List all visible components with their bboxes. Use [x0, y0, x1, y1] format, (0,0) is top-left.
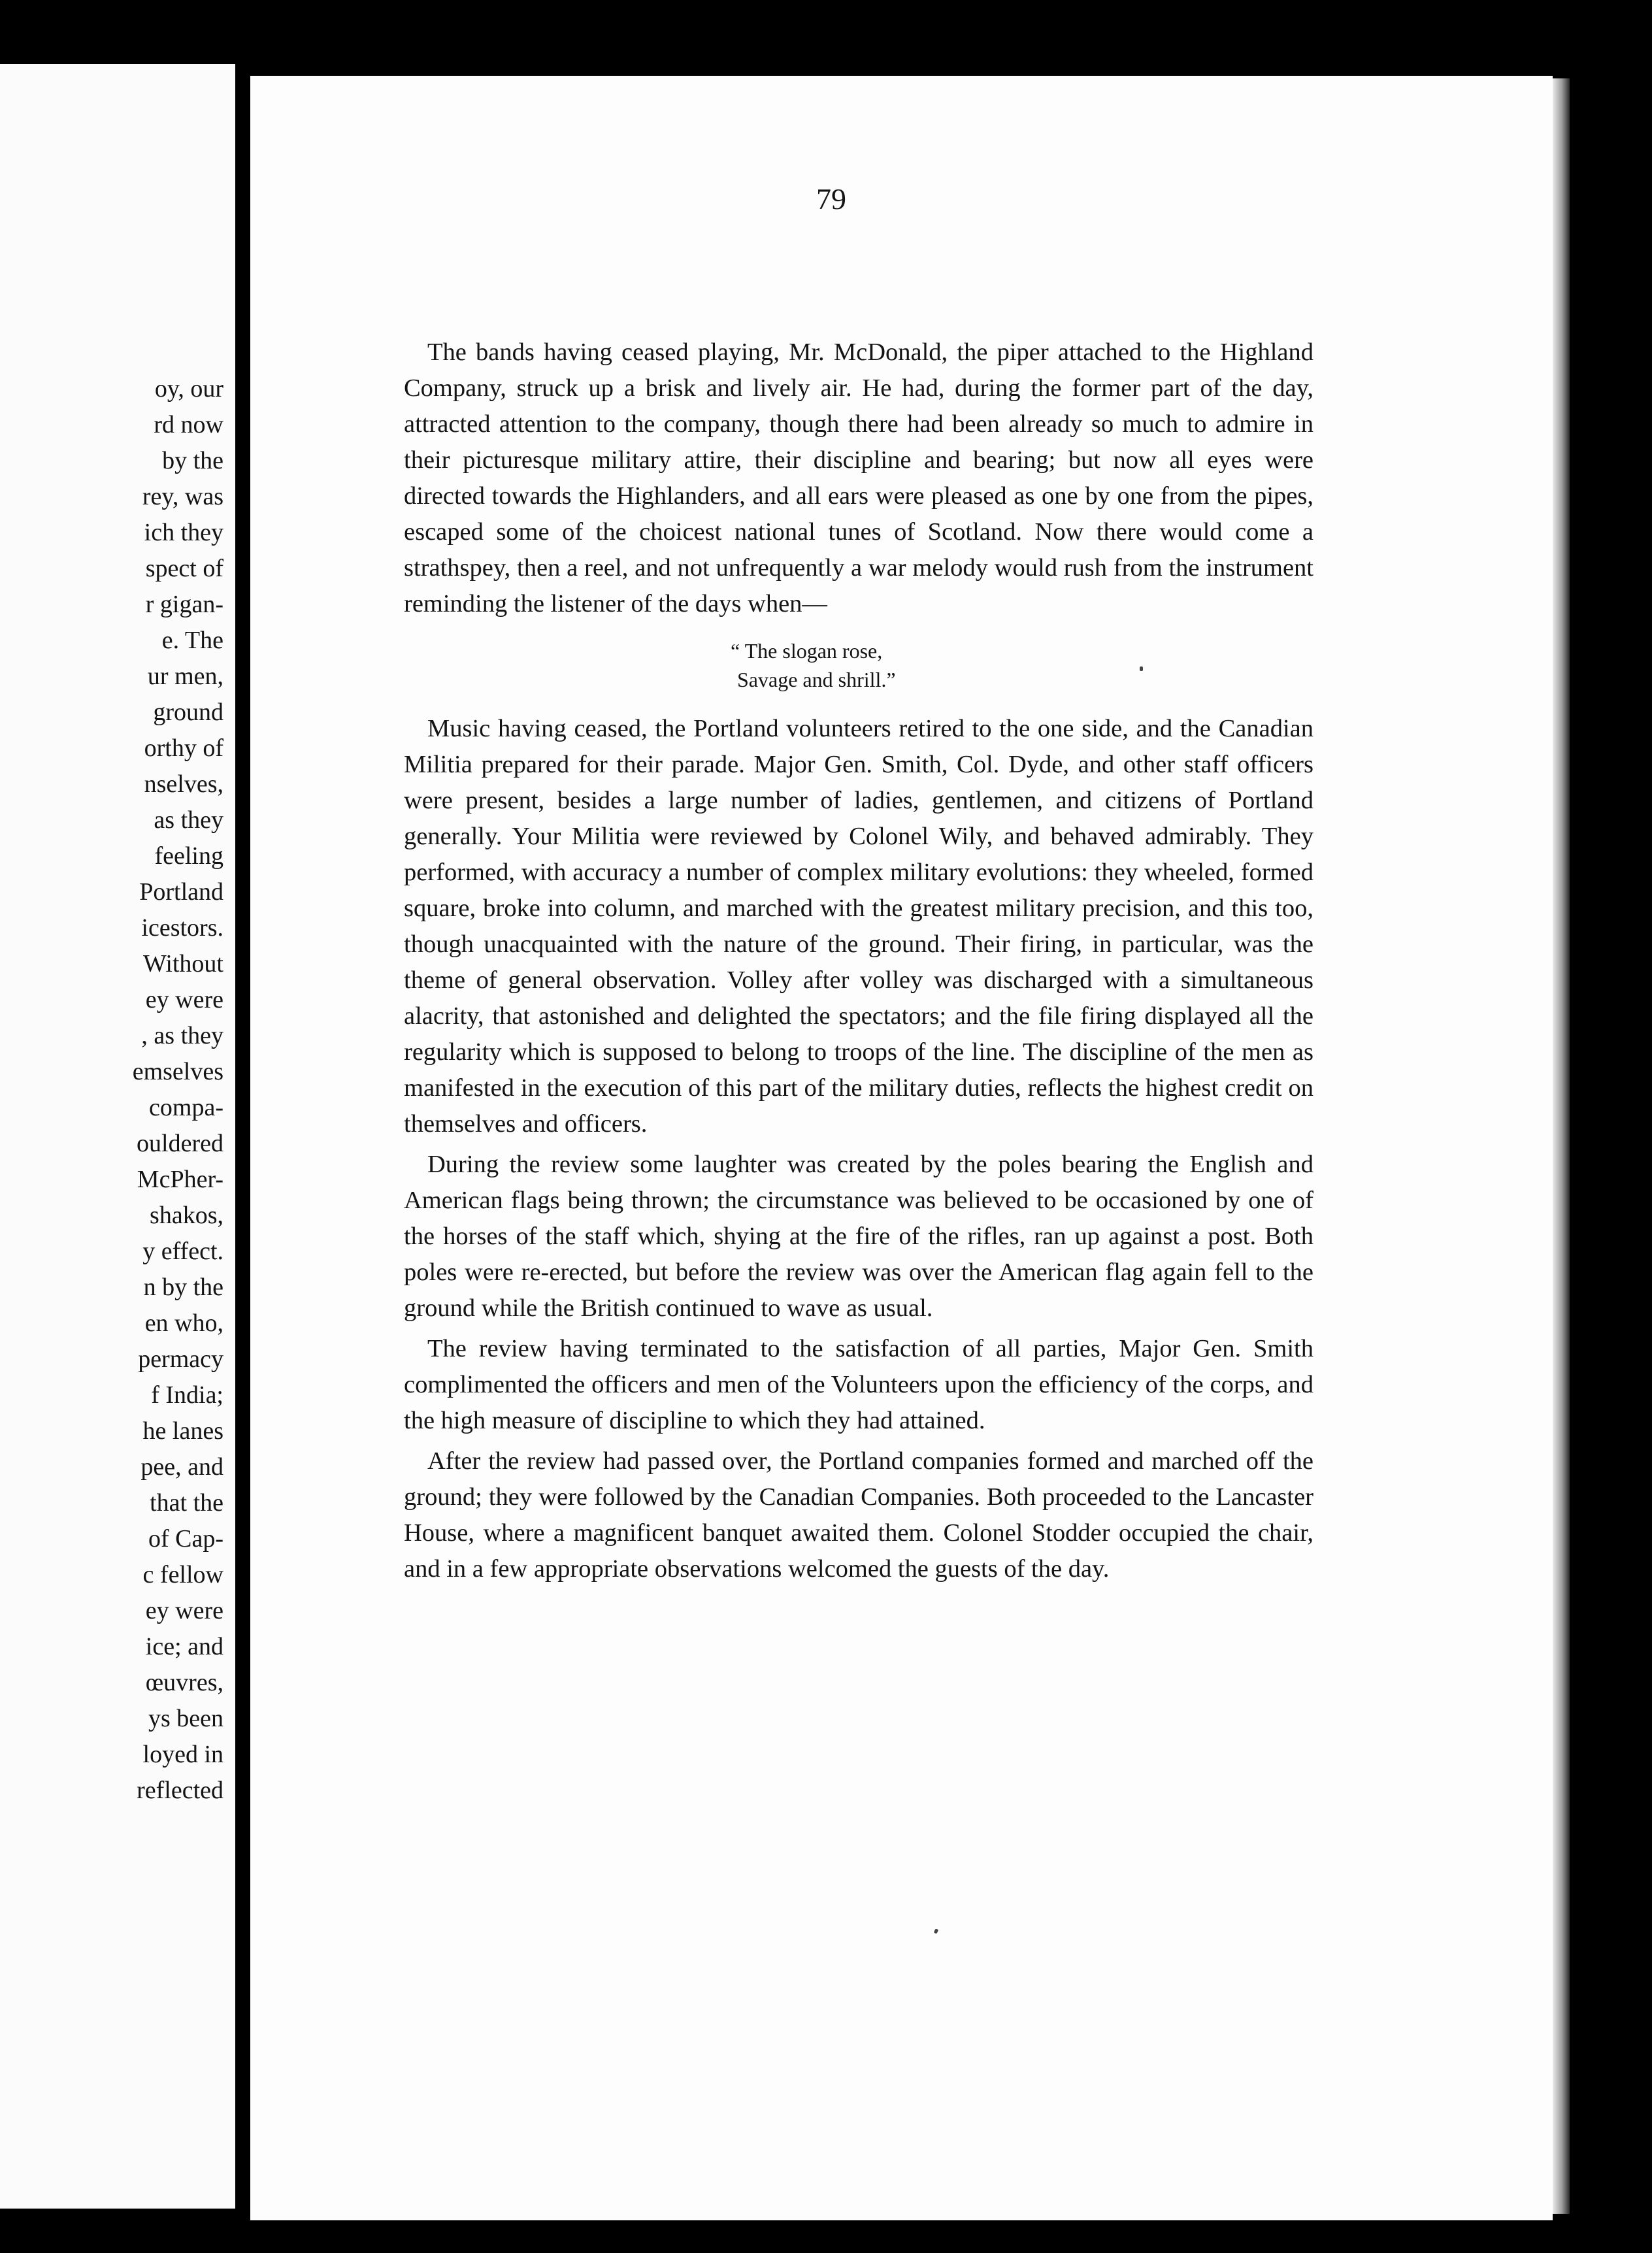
quote-line: Savage and shrill.”	[737, 668, 896, 691]
facing-page-line: reflected	[137, 1777, 223, 1804]
facing-page-line: nselves,	[144, 770, 223, 798]
paragraph: During the review some laughter was created by the poles bearing the English and American flags being thrown; the circumstance was believed to be occasioned by one of the horses of the staff which, shying at the fire of the rifles, ran up against a post. Both poles were re-erected, but before the review was over the American flag again fell to the ground while the British continued to wave as usual.	[404, 1151, 1313, 1322]
page-number: 79	[816, 182, 846, 216]
facing-page-line: œuvres,	[145, 1669, 223, 1696]
paragraph: The review having terminated to the satisfaction of all parties, Major Gen. Smith complimented the officers and men of the Volunteers upon the efficiency of the corps, and the high measure of discipline to which they had attained.	[404, 1335, 1313, 1434]
facing-page-line: icestors.	[141, 914, 223, 942]
paragraph: The bands having ceased playing, Mr. McDonald, the piper attached to the Highland Company, struck up a brisk and lively air. He had, during the former part of the day, attracted attention to the company, though there had been already so much to admire in their picturesque military attire, their discipline and bearing; but now all eyes were directed towards the Highlanders, and all ears were pleased as one by one from the pipes, escaped some of the choicest national tunes of Scotland. Now there would come a strathspey, then a reel, and not unfrequently a war melody would rush from the instrument reminding the listener of the days when—	[404, 338, 1313, 617]
facing-page-line: feeling	[154, 842, 223, 870]
facing-page-line: Without	[142, 950, 223, 978]
facing-page	[0, 64, 235, 2209]
ink-speck	[1140, 666, 1143, 671]
verse-quote	[404, 636, 1313, 694]
facing-page-line: loyed in	[142, 1741, 223, 1768]
facing-page-line: oy, our	[154, 375, 223, 403]
paragraph: Music having ceased, the Portland volunteers retired to the one side, and the Canadian Militia prepared for their parade. Major Gen. Smith, Col. Dyde, and other staff officers were present, besides a large number of ladies, gentlemen, and citizens of Portland generally. Your Militia were reviewed by Colonel Wily, and behaved admirably. They performed, with accuracy a number of complex military evolutions: they wheeled, formed square, broke into column, and marched with the greatest military precision, and this too, though unacquainted with the nature of the ground. Their firing, in particular, was the theme of general observation. Volley after volley was discharged with a simultaneous alacrity, that astonished and delighted the spectators; and the file firing displayed all the regularity which is supposed to belong to troops of the line. The discipline of the men as manifested in the execution of this part of the military duties, reflects the highest credit on themselves and officers.	[404, 715, 1313, 1138]
facing-page-line: c fellow	[142, 1561, 223, 1588]
facing-page-line: Portland	[139, 878, 223, 906]
facing-page-line: ground	[153, 699, 223, 726]
facing-page-line: en who,	[144, 1309, 223, 1337]
facing-page-line: ice; and	[145, 1633, 223, 1660]
facing-page-line: ich they	[144, 519, 223, 546]
facing-page-line: ur men,	[147, 663, 223, 690]
facing-page-text	[133, 371, 223, 1809]
facing-page-line: f India;	[151, 1381, 223, 1409]
facing-page-line: y effect.	[142, 1238, 223, 1265]
facing-page-line: , as they	[141, 1022, 223, 1049]
facing-page-line: ey were	[145, 1597, 223, 1624]
page-edge-shadow	[1553, 78, 1570, 2214]
facing-page-line: n by the	[143, 1274, 223, 1301]
facing-page-line: spect of	[145, 555, 223, 582]
facing-page-line: ouldered	[137, 1130, 223, 1157]
facing-page-line: by the	[162, 447, 223, 474]
quote-line: “ The slogan rose,	[731, 639, 883, 663]
facing-page-line: r gigan-	[145, 591, 223, 618]
body-text	[404, 335, 1313, 1587]
facing-page-line: ey were	[145, 986, 223, 1013]
facing-page-line: McPher-	[137, 1166, 223, 1193]
facing-page-line: permacy	[138, 1345, 223, 1373]
facing-page-line: of Cap-	[148, 1525, 223, 1553]
facing-page-line: compa-	[149, 1094, 223, 1121]
facing-page-line: emselves	[132, 1058, 223, 1085]
facing-page-line: rey, was	[142, 483, 223, 510]
facing-page-line: pee, and	[140, 1453, 223, 1481]
facing-page-line: ys been	[148, 1705, 223, 1732]
facing-page-line: as they	[154, 806, 223, 834]
facing-page-line: e. The	[161, 627, 223, 654]
facing-page-line: he lanes	[142, 1417, 223, 1445]
facing-page-line: rd now	[154, 411, 223, 438]
paragraph: After the review had passed over, the Portland companies formed and marched off the ground; they were followed by the Canadian Companies. Both proceeded to the Lancaster House, where a magnificent banquet awaited them. Colonel Stodder occupied the chair, and in a few appropriate observations welcomed the guests of the day.	[404, 1447, 1313, 1583]
facing-page-line: that the	[150, 1489, 223, 1517]
facing-page-line: shakos,	[150, 1202, 223, 1229]
facing-page-line: orthy of	[144, 734, 223, 762]
